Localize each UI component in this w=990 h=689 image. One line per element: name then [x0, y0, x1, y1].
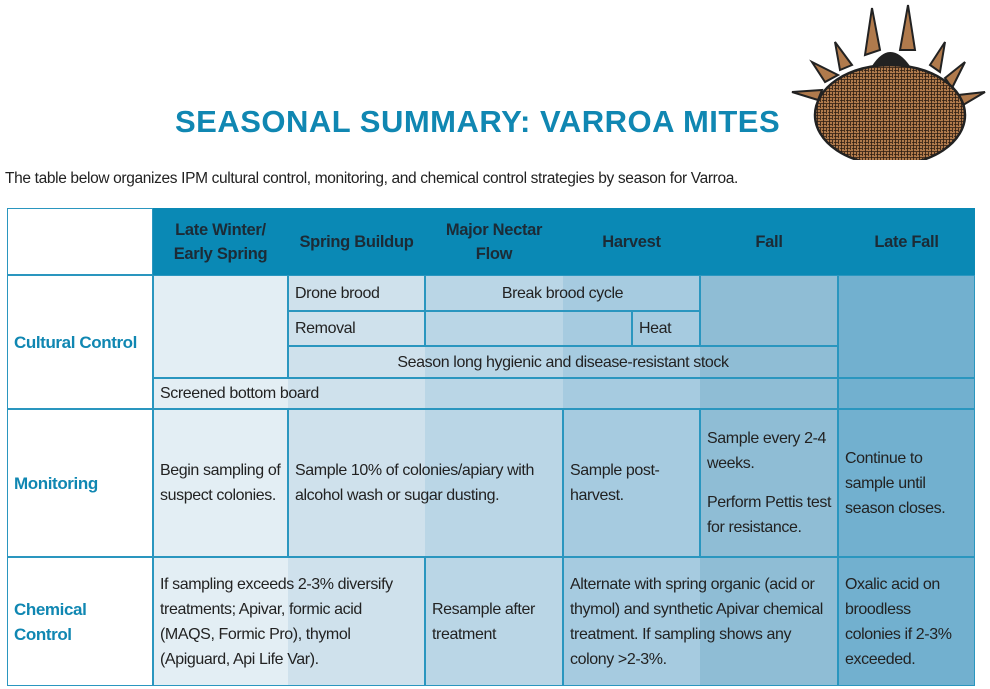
row-label-monitoring: Monitoring	[7, 409, 153, 557]
chemical-early: If sampling exceeds 2-3% diversify treatments; Apivar, formic acid (MAQS, Formic Pro), thymol (Apiguard, Api Life Var).	[153, 557, 425, 686]
chemical-nectar: Resample after treatment	[425, 557, 563, 686]
header-spring-buildup: Spring Buildup	[288, 208, 425, 275]
intro-text: The table below organizes IPM cultural control, monitoring, and chemical control strategies by season for Varroa.	[5, 170, 738, 187]
monitoring-late-fall: Continue to sample until season closes.	[838, 409, 975, 557]
cultural-late-fall-empty	[838, 275, 975, 378]
table-corner	[7, 208, 153, 275]
monitoring-spring-nectar: Sample 10% of colonies/apiary with alcohol wash or sugar dusting.	[288, 409, 563, 557]
header-harvest: Harvest	[563, 208, 700, 275]
cultural-empty	[425, 311, 632, 346]
chemical-harvest-fall: Alternate with spring organic (acid or thymol) and synthetic Apivar chemical treatment. If sampling shows any colony >2-3%.	[563, 557, 838, 686]
monitoring-fall-pettis: Perform Pettis test for resistance.	[707, 494, 831, 536]
seasonal-table	[7, 208, 975, 686]
monitoring-fall	[700, 409, 838, 557]
cultural-fall-empty	[700, 275, 838, 346]
cultural-drone-brood: Drone brood	[288, 275, 425, 311]
cultural-late-winter-empty	[153, 275, 288, 378]
row-label-cultural: Cultural Control	[7, 275, 153, 409]
cultural-break-brood: Break brood cycle	[425, 275, 700, 311]
row-label-chemical: Chemical Control	[7, 557, 153, 686]
cultural-heat: Heat	[632, 311, 700, 346]
header-late-fall: Late Fall	[838, 208, 975, 275]
cultural-late-fall-empty-2	[838, 378, 975, 409]
header-late-winter: Late Winter/ Early Spring	[153, 208, 288, 275]
monitoring-late-winter: Begin sampling of suspect colonies.	[153, 409, 288, 557]
cultural-removal: Removal	[288, 311, 425, 346]
monitoring-fall-sample: Sample every 2-4 weeks.	[707, 430, 826, 472]
varroa-mite-illustration	[780, 0, 990, 160]
cultural-hygienic-stock: Season long hygienic and disease-resistant stock	[288, 346, 838, 378]
chemical-late-fall: Oxalic acid on broodless colonies if 2-3% exceeded.	[838, 557, 975, 686]
monitoring-harvest: Sample post-harvest.	[563, 409, 700, 557]
page-title: SEASONAL SUMMARY: VARROA MITES	[175, 104, 781, 139]
cultural-screened-bottom-board: Screened bottom board	[153, 378, 838, 409]
header-major-nectar-flow: Major Nectar Flow	[425, 208, 563, 275]
header-fall: Fall	[700, 208, 838, 275]
